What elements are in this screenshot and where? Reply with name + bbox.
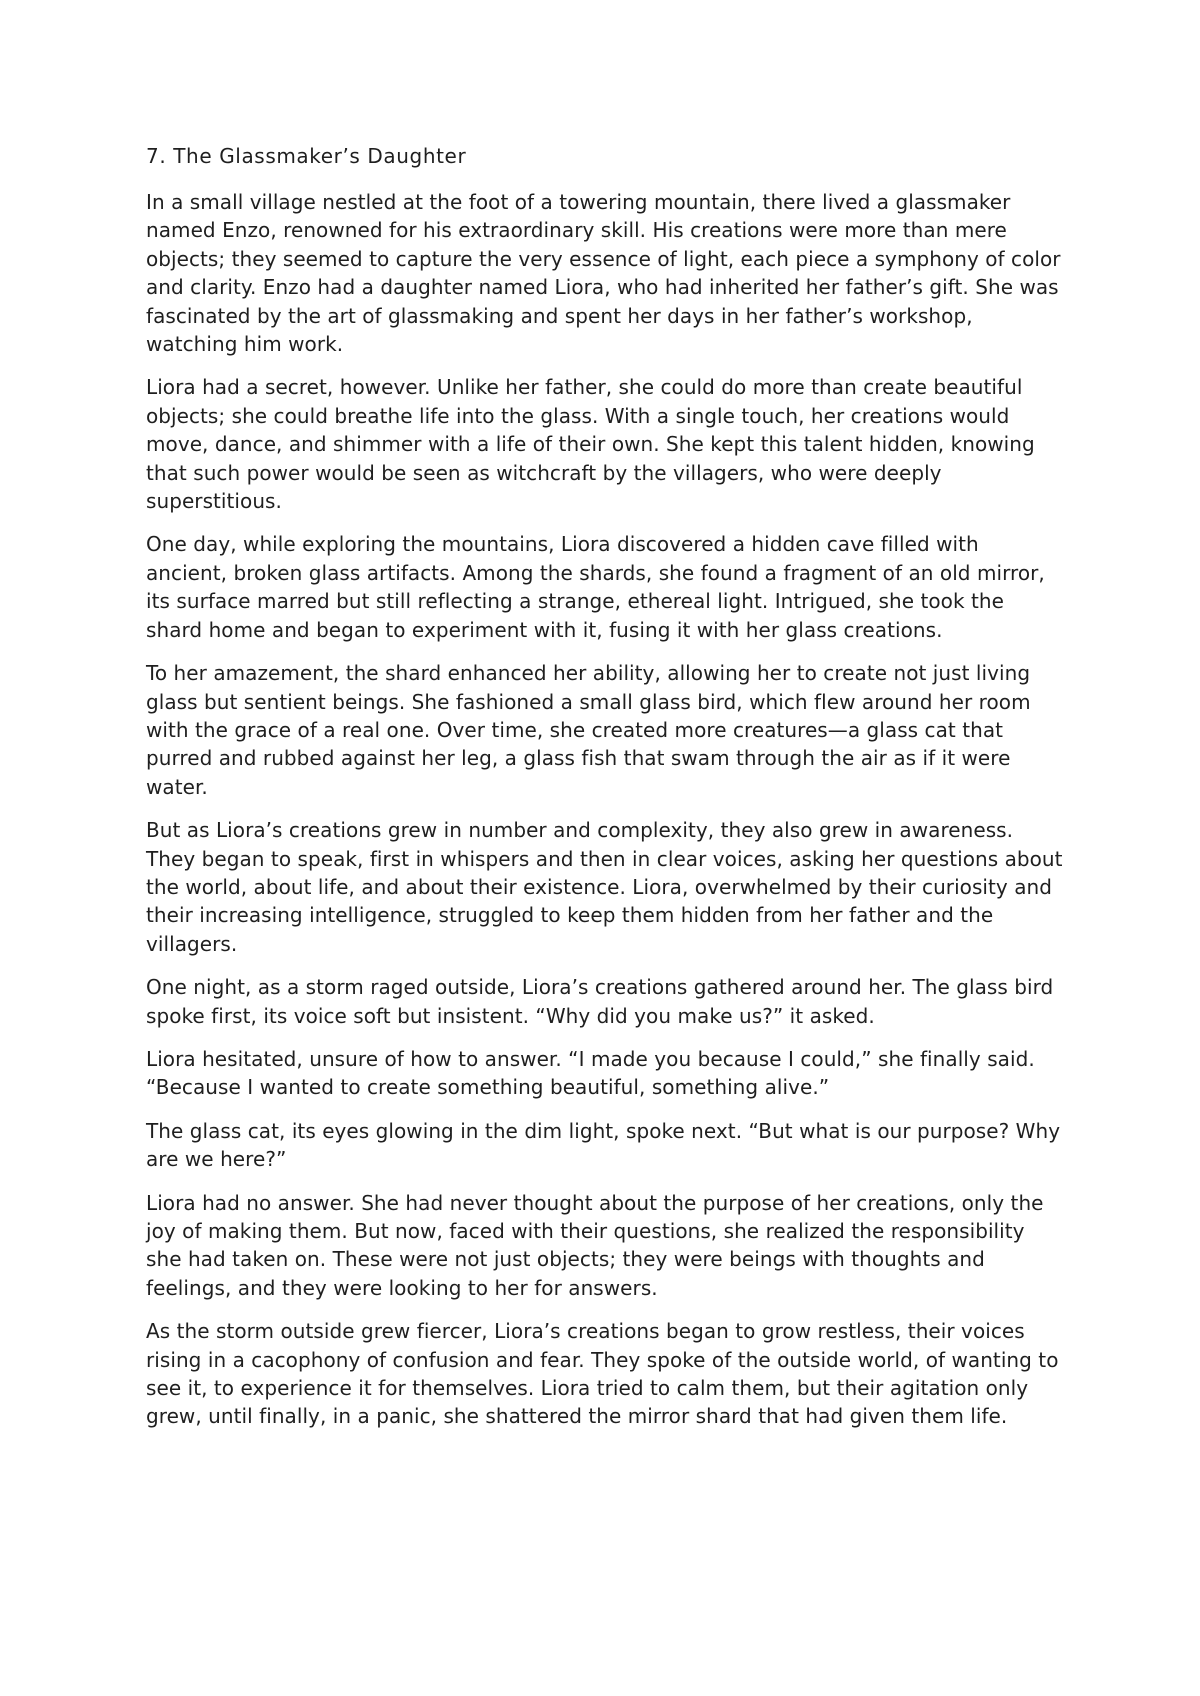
paragraph-2: Liora had a secret, however. Unlike her father, she could do more than create beautiful objects; she could breathe life into the glass. With a single touch, her creations would move, dance, and shimmer with a life of their own. She kept this talent hidden, knowing that such power would be seen as witchcraft by the villagers, who were deeply superstitious. <box>146 375 1035 514</box>
chapter-title: 7. The Glassmaker’s Daughter <box>146 144 467 168</box>
paragraph-7: Liora hesitated, unsure of how to answer. “I made you because I could,” she finally said. “Because I wanted to create something beautiful, something alive.” <box>146 1046 1035 1100</box>
paragraph-9: Liora had no answer. She had never thought about the purpose of her creations, only the joy of making them. But now, faced with their questions, she realized the responsibility she had taken on. These were not just objects; they were beings with thoughts and feelings, and they were looking to her for answers. <box>146 1190 1044 1300</box>
paragraph-3: One day, while exploring the mountains, Liora discovered a hidden cave filled with ancient, broken glass artifacts. Among the shards, she found a fragment of an old mirror, its surface marred but still reflecting a strange, ethereal light. Intrigued, she took the shard home and began to experiment with it, fusing it with her glass creations. <box>146 532 1045 642</box>
paragraph-10: As the storm outside grew fiercer, Liora’s creations began to grow restless, their voices rising in a cacophony of confusion and fear. They spoke of the outside world, of wanting to see it, to experience it for themselves. Liora tried to calm them, but their agitation only grew, until finally, in a panic, she shattered the mirror shard that had given them life. <box>146 1319 1059 1429</box>
paragraph-1: In a small village nestled at the foot of a towering mountain, there lived a glassmaker named Enzo, renowned for his extraordinary skill. His creations were more than mere objects; they seemed to capture the very essence of light, each piece a symphony of color and clarity. Enzo had a daughter named Liora, who had inherited her father’s gift. She was fascinated by the art of glassmaking and spent her days in her father’s workshop, watching him work. <box>146 190 1061 357</box>
paragraph-6: One night, as a storm raged outside, Liora’s creations gathered around her. The glass bird spoke first, its voice soft but insistent. “Why did you make us?” it asked. <box>146 975 1054 1028</box>
document-page <box>146 142 1066 1446</box>
paragraph-5: But as Liora’s creations grew in number and complexity, they also grew in awareness. They began to speak, first in whispers and then in clear voices, asking her questions about the world, about life, and about their existence. Liora, overwhelmed by their curiosity and their increasing intelligence, struggled to keep them hidden from her father and the villagers. <box>146 818 1063 956</box>
paragraph-4: To her amazement, the shard enhanced her ability, allowing her to create not just living glass but sentient beings. She fashioned a small glass bird, which flew around her room with the grace of a real one. Over time, she created more creatures—a glass cat that purred and rubbed against her leg, a glass fish that swam through the air as if it were water. <box>146 661 1031 799</box>
paragraph-8: The glass cat, its eyes glowing in the dim light, spoke next. “But what is our purpose? Why are we here?” <box>146 1118 1061 1172</box>
